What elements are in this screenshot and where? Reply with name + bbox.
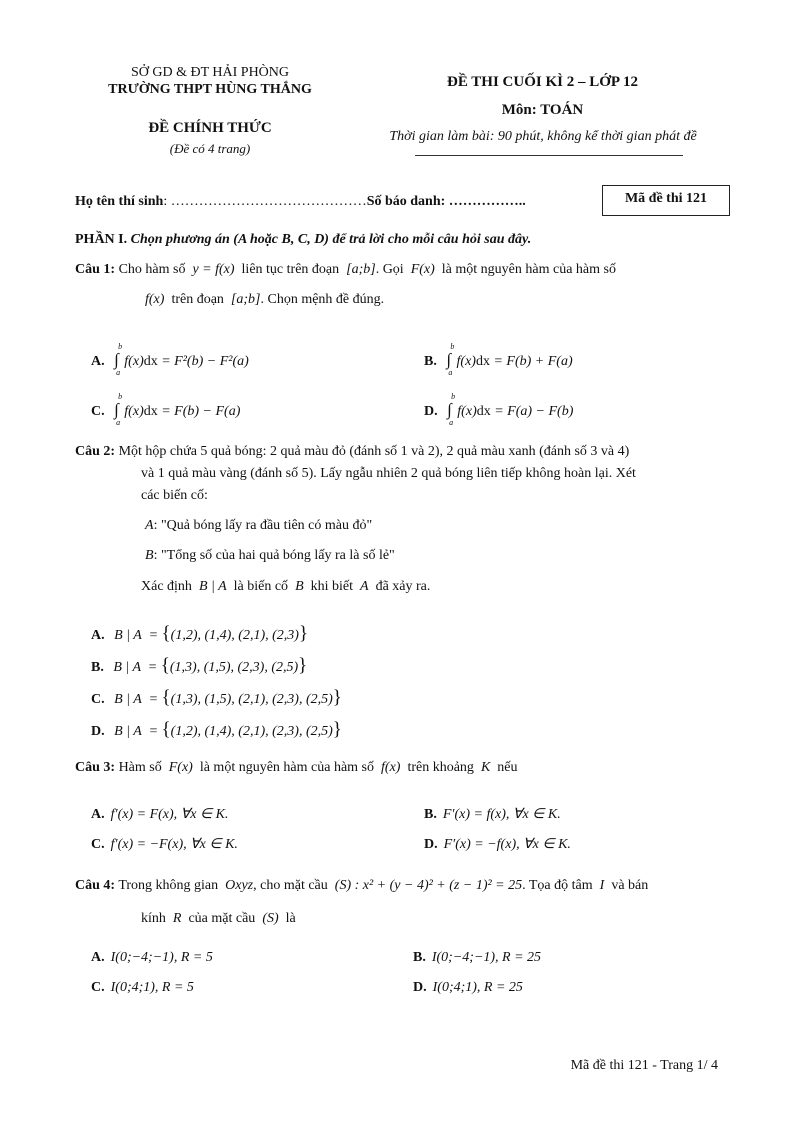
q2-line1 — [75, 444, 629, 460]
name-label: Họ tên thí sinh — [75, 194, 164, 209]
student-line — [75, 194, 526, 210]
id-label: Số báo danh: — [366, 194, 449, 209]
official-label: ĐỀ CHÍNH THỨC — [148, 120, 272, 136]
q4-option-c[interactable] — [91, 980, 194, 996]
q4-line2: kính R của mặt cầu (S) là — [141, 911, 296, 926]
q4-option-d-math: I(0;4;1), R = 25 — [432, 980, 523, 995]
department: SỞ GD & ĐT HẢI PHÒNG — [130, 65, 290, 80]
q1-text-d: là một nguyên hàm của hàm số — [441, 262, 616, 277]
q2-event-a: A: "Quả bóng lấy ra đầu tiên có màu đỏ" — [145, 518, 373, 533]
q1-text-f: . Chọn mệnh đề đúng. — [260, 292, 385, 307]
exam-time: Thời gian làm bài: 90 phút, không kể thời gian phát đề — [389, 129, 697, 144]
q3-text-b: là một nguyên hàm của hàm số — [199, 760, 375, 775]
q1-option-c[interactable]: C. ∫ b a f(x)dx = F(b) − F(a) — [91, 392, 241, 427]
q2-det-a: Xác định — [141, 579, 192, 594]
id-dots: …………….. — [448, 194, 526, 209]
q4-option-a[interactable] — [91, 950, 213, 966]
q2-text-3: các biến cố: — [141, 488, 208, 503]
section-title: PHẦN I. — [75, 232, 131, 247]
q3-option-b-label: B. — [424, 807, 437, 822]
q3-option-d-math: F′(x) = −f(x), ∀x ∈ K. — [443, 837, 571, 852]
q1-label: Câu 1: — [75, 262, 116, 277]
q2-event-b: B: "Tổng số của hai quả bóng lấy ra là số lẻ" — [145, 548, 395, 563]
q3-option-b-math: F′(x) = f(x), ∀x ∈ K. — [442, 807, 561, 822]
q2-option-c-set: (1,3), (1,5), (2,1), (2,3), (2,5) — [170, 692, 333, 707]
q2-det-b: là biến cố — [233, 579, 289, 594]
q2-option-c-label: C. — [91, 692, 105, 707]
q2-option-c[interactable]: C. B | A = {(1,3), (1,5), (2,1), (2,3), (2,5)} — [91, 687, 342, 708]
q4-line1: Câu 4: Trong không gian Oxyz, cho mặt cầu (S) : x² + (y − 4)² + (z − 1)² = 25. Tọa độ tâm I và bán — [75, 878, 649, 893]
q1-text-e: trên đoạn — [171, 292, 224, 307]
q4-option-d[interactable] — [413, 980, 523, 996]
q2-option-b-set: (1,3), (1,5), (2,3), (2,5) — [169, 660, 299, 675]
q4-text-b: , cho mặt cầu — [253, 878, 328, 893]
q2-det-d: đã xảy ra. — [375, 579, 431, 594]
q2-option-d-label: D. — [91, 724, 105, 739]
q4-text-c: . Tọa độ tâm — [522, 878, 593, 893]
q3-line1: Câu 3: Hàm số F(x) là một nguyên hàm của hàm số f(x) trên khoảng K nếu — [75, 760, 518, 775]
q3-option-c-math: f′(x) = −F(x), ∀x ∈ K. — [110, 837, 238, 852]
q1-option-c-label: C. — [91, 404, 105, 419]
q3-option-a-math: f′(x) = F(x), ∀x ∈ K. — [110, 807, 229, 822]
q2-event-b-text: : "Tổng số của hai quả bóng lấy ra là số lẻ" — [153, 548, 395, 563]
q3-option-d-label: D. — [424, 837, 438, 852]
q3-option-a[interactable] — [91, 806, 228, 823]
q4-option-b-math: I(0;−4;−1), R = 25 — [431, 950, 542, 965]
q2-option-a[interactable]: A. B | A = {(1,2), (1,4), (2,1), (2,3)} — [91, 623, 309, 644]
school-name: TRƯỜNG THPT HÙNG THẮNG — [108, 82, 312, 97]
q2-determine: Xác định B | A là biến cố B khi biết A đã xảy ra. — [141, 579, 431, 594]
exam-code-box: Mã đề thi 121 — [602, 185, 730, 216]
q3-option-d[interactable] — [424, 836, 571, 853]
q4-option-d-label: D. — [413, 980, 427, 995]
q4-text-f: của mặt cầu — [188, 911, 256, 926]
q3-text-d: nếu — [497, 760, 518, 775]
q4-option-b-label: B. — [413, 950, 426, 965]
q1-text-a: Cho hàm số — [118, 262, 186, 277]
q3-label: Câu 3: — [75, 760, 116, 775]
q2-option-d[interactable]: D. B | A = {(1,2), (1,4), (2,1), (2,3), (2,5)} — [91, 719, 342, 740]
q3-option-c-label: C. — [91, 837, 105, 852]
q3-text-c: trên khoảng — [407, 760, 474, 775]
q2-option-a-label: A. — [91, 628, 105, 643]
section-instruction: Chọn phương án (A hoặc B, C, D) để trả lời cho mỗi câu hỏi sau đây. — [130, 232, 532, 247]
q4-option-b[interactable] — [413, 950, 541, 966]
q4-option-c-label: C. — [91, 980, 105, 995]
exam-title: ĐỀ THI CUỐI KÌ 2 – LỚP 12 — [446, 74, 638, 90]
q4-text-a: Trong không gian — [118, 878, 219, 893]
q2-label: Câu 2: — [75, 444, 116, 459]
q2-option-d-set: (1,2), (1,4), (2,1), (2,3), (2,5) — [170, 724, 333, 739]
q4-option-a-label: A. — [91, 950, 105, 965]
q2-event-a-text: : "Quả bóng lấy ra đầu tiên có màu đỏ" — [153, 518, 373, 533]
q1-option-d-label: D. — [424, 404, 438, 419]
section-heading — [75, 232, 531, 248]
q1-text-b: liên tục trên đoạn — [241, 262, 340, 277]
q4-option-a-math: I(0;−4;−1), R = 5 — [110, 950, 213, 965]
name-dots: : …………………………………… — [163, 194, 367, 209]
q4-label: Câu 4: — [75, 878, 116, 893]
q1-line2: f(x) trên đoạn [a;b]. Chọn mệnh đề đúng. — [145, 292, 385, 307]
q3-option-a-label: A. — [91, 807, 105, 822]
q1-line1: Câu 1: Cho hàm số y = f(x) liên tục trên đoạn [a;b]. Gọi F(x) là một nguyên hàm của hàm số — [75, 262, 616, 277]
q1-option-a-label: A. — [91, 354, 105, 369]
q4-option-c-math: I(0;4;1), R = 5 — [110, 980, 194, 995]
q1-text-c: . Gọi — [375, 262, 404, 277]
q2-text-2: và 1 quả màu vàng (đánh số 5). Lấy ngẫu nhiên 2 quả bóng liên tiếp không hoàn lại. Xét — [141, 466, 636, 481]
q3-option-c[interactable] — [91, 836, 238, 853]
q2-det-c: khi biết — [310, 579, 354, 594]
q3-option-b[interactable] — [424, 806, 561, 823]
q1-option-d[interactable]: D. ∫ b a f(x)dx = F(a) − F(b) — [424, 392, 574, 427]
page-footer: Mã đề thi 121 - Trang 1/ 4 — [570, 1058, 718, 1073]
q4-text-e: kính — [141, 911, 166, 926]
q2-option-b[interactable]: B. B | A = {(1,3), (1,5), (2,3), (2,5)} — [91, 655, 308, 676]
q2-text-1: Một hộp chứa 5 quả bóng: 2 quả màu đỏ (đánh số 1 và 2), 2 quả màu xanh (đánh số 3 và 4) — [118, 444, 630, 459]
page-count: (Đề có 4 trang) — [169, 141, 251, 156]
q1-option-b[interactable]: B. ∫ b a f(x)dx = F(b) + F(a) — [424, 342, 573, 377]
q4-text-g: là — [285, 911, 296, 926]
q2-option-b-label: B. — [91, 660, 104, 675]
q1-option-a[interactable]: A. ∫ b a f(x)dx = F²(b) − F²(a) — [91, 342, 249, 377]
q1-option-b-label: B. — [424, 354, 437, 369]
q4-text-d: và bán — [611, 878, 649, 893]
q3-text-a: Hàm số — [118, 760, 162, 775]
header-rule — [415, 155, 683, 156]
subject: Môn: TOÁN — [501, 102, 584, 118]
q2-option-a-set: (1,2), (1,4), (2,1), (2,3) — [170, 628, 299, 643]
